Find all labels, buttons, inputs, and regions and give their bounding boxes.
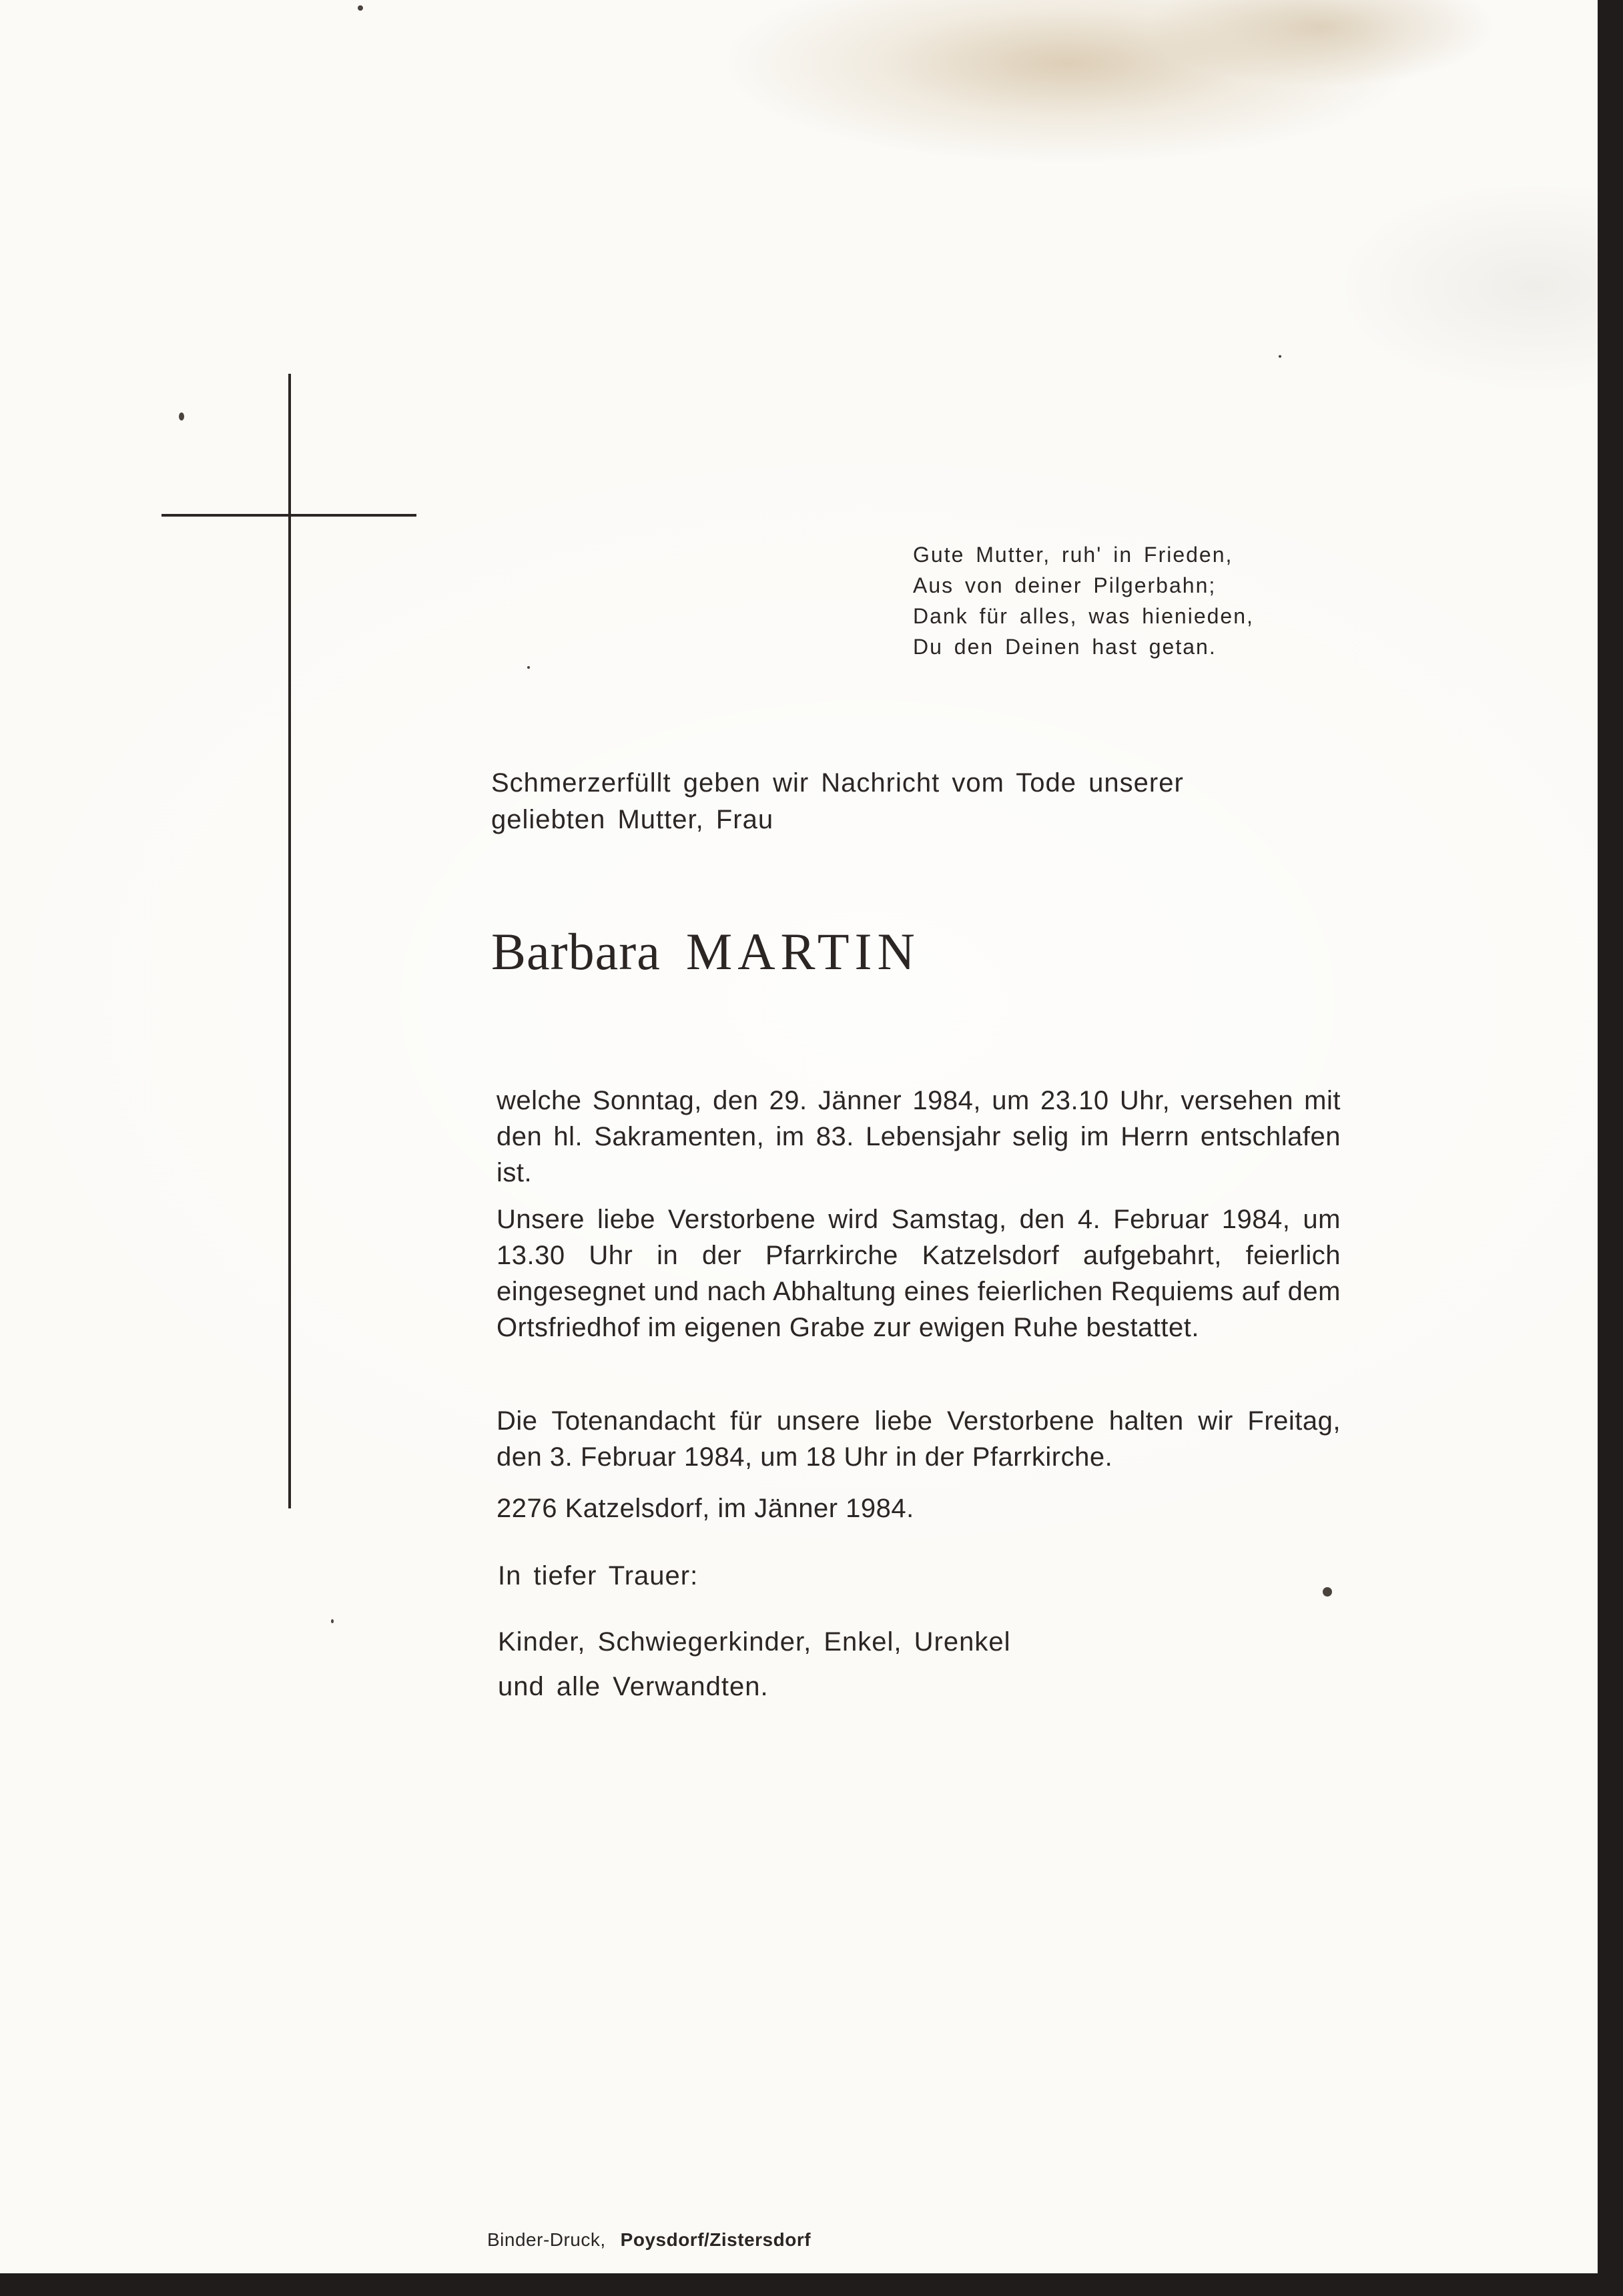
dust-speck [527,666,530,669]
dust-speck [358,5,363,11]
closing-line: In tiefer Trauer: [498,1561,699,1591]
scan-edge-right [1598,0,1623,2296]
intro-line: geliebten Mutter, Frau [491,805,774,834]
funeral-details-paragraph: Unsere liebe Verstorbene wird Samstag, den 4. Februar 1984, um 13.30 Uhr in der Pfarrkirche Katzelsdorf aufgebahrt, feierlich eingesegnet und nach Abhaltung eines feierlichen Requiems auf dem Ortsfriedhof im eigenen Grabe zur ewigen Ruhe bestattet. [497,1205,1341,1342]
dust-speck [1323,1587,1332,1597]
intro-line: Schmerzerfüllt geben wir Nachricht vom Tode unserer [491,768,1184,798]
dust-speck [179,412,184,420]
poem [913,539,1254,662]
place-date-line: 2276 Katzelsdorf, im Jänner 1984. [497,1494,914,1523]
poem-line: Aus von deiner Pilgerbahn; [913,573,1217,597]
vigil-details-paragraph: Die Totenandacht für unsere liebe Verstorbene halten wir Freitag, den 3. Februar 1984, um 18 Uhr in der Pfarrkirche. [497,1406,1341,1472]
deceased-family-name: MARTIN [685,922,920,980]
signatories-line: und alle Verwandten. [498,1672,769,1701]
printer-place: Poysdorf/Zistersdorf [620,2229,812,2250]
printer-imprint [487,2228,811,2252]
dust-speck [331,1619,334,1623]
scan-edge-bottom [0,2273,1623,2296]
deceased-given-name: Barbara [491,922,661,980]
deceased-name [491,918,920,985]
cross-icon-vertical [288,374,291,1508]
announcement-intro [491,765,1184,838]
printer-name: Binder-Druck, [487,2229,606,2250]
signatories-line: Kinder, Schwiegerkinder, Enkel, Urenkel [498,1627,1011,1657]
poem-line: Dank für alles, was hienieden, [913,604,1254,628]
dust-speck [1279,355,1281,358]
poem-line: Du den Deinen hast getan. [913,635,1217,659]
death-details-paragraph: welche Sonntag, den 29. Jänner 1984, um 23.10 Uhr, versehen mit den hl. Sakramenten, im 83. Lebensjahr selig im Herrn entschlafen ist. [497,1086,1341,1187]
cross-icon-horizontal [161,514,416,517]
poem-line: Gute Mutter, ruh' in Frieden, [913,543,1233,567]
